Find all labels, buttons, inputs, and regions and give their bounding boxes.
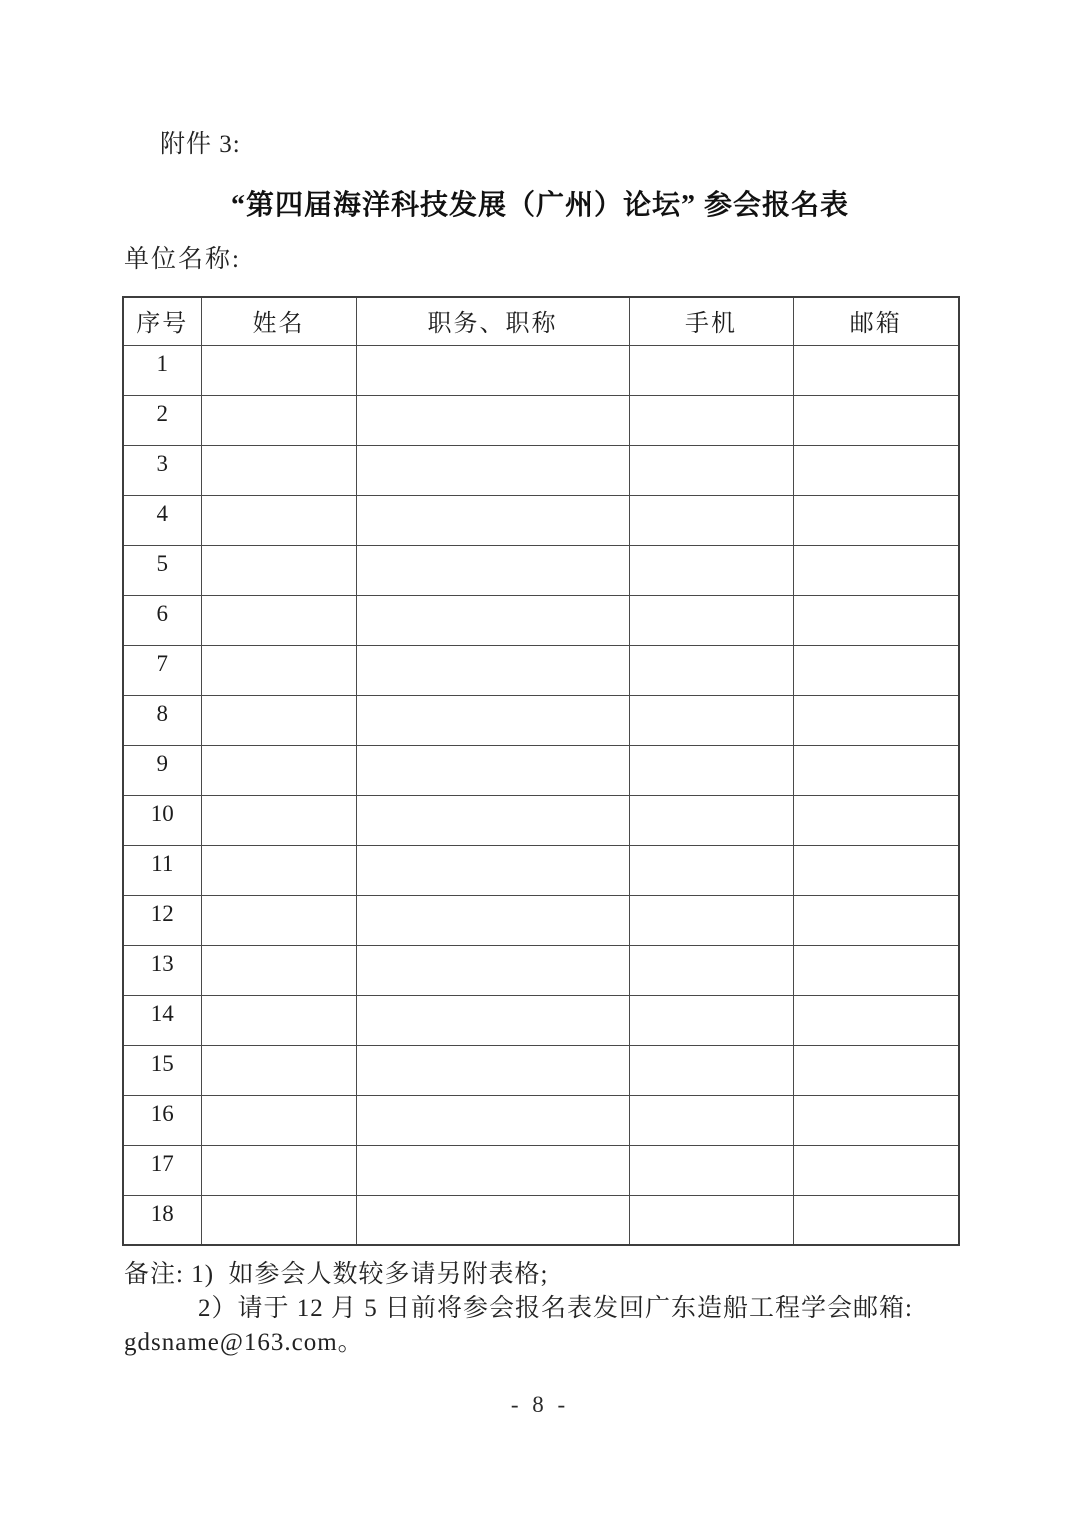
row-number: 8 bbox=[123, 695, 201, 745]
name-cell bbox=[201, 845, 356, 895]
page-title: “第四届海洋科技发展（广州）论坛” 参会报名表 bbox=[230, 190, 849, 221]
note-line-1: 备注: 1) 如参会人数较多请另附表格; bbox=[124, 1261, 549, 1288]
row-number: 12 bbox=[123, 895, 201, 945]
row-number: 14 bbox=[123, 995, 201, 1045]
mobile-cell bbox=[629, 545, 793, 595]
row-number: 7 bbox=[123, 645, 201, 695]
email-cell bbox=[793, 1195, 959, 1245]
email-cell bbox=[793, 595, 959, 645]
position-cell bbox=[356, 645, 629, 695]
header-serial-number: 序号 bbox=[123, 297, 201, 345]
row-number: 6 bbox=[123, 595, 201, 645]
table-row bbox=[123, 745, 959, 795]
table-row bbox=[123, 1045, 959, 1095]
row-number: 17 bbox=[123, 1145, 201, 1195]
mobile-cell bbox=[629, 395, 793, 445]
email-cell bbox=[793, 345, 959, 395]
email-cell bbox=[793, 895, 959, 945]
table-row bbox=[123, 445, 959, 495]
email-cell bbox=[793, 1095, 959, 1145]
email-cell bbox=[793, 1045, 959, 1095]
position-cell bbox=[356, 1095, 629, 1145]
position-cell bbox=[356, 395, 629, 445]
name-cell bbox=[201, 645, 356, 695]
email-cell bbox=[793, 745, 959, 795]
mobile-cell bbox=[629, 695, 793, 745]
row-number: 16 bbox=[123, 1095, 201, 1145]
name-cell bbox=[201, 745, 356, 795]
position-cell bbox=[356, 445, 629, 495]
table-row bbox=[123, 845, 959, 895]
name-cell bbox=[201, 595, 356, 645]
table-row bbox=[123, 545, 959, 595]
row-number: 3 bbox=[123, 445, 201, 495]
mobile-cell bbox=[629, 745, 793, 795]
table-row bbox=[123, 595, 959, 645]
email-cell bbox=[793, 995, 959, 1045]
table-row bbox=[123, 695, 959, 745]
table-row bbox=[123, 1195, 959, 1245]
row-number: 5 bbox=[123, 545, 201, 595]
table-row bbox=[123, 895, 959, 945]
position-cell bbox=[356, 1145, 629, 1195]
mobile-cell bbox=[629, 995, 793, 1045]
row-number: 9 bbox=[123, 745, 201, 795]
table-row bbox=[123, 645, 959, 695]
position-cell bbox=[356, 745, 629, 795]
notes-block bbox=[124, 1258, 964, 1360]
email-cell bbox=[793, 545, 959, 595]
mobile-cell bbox=[629, 845, 793, 895]
position-cell bbox=[356, 1195, 629, 1245]
attachment-label: 附件 3: bbox=[160, 131, 241, 158]
table-row bbox=[123, 495, 959, 545]
position-cell bbox=[356, 795, 629, 845]
row-number: 2 bbox=[123, 395, 201, 445]
table-row bbox=[123, 995, 959, 1045]
mobile-cell bbox=[629, 795, 793, 845]
name-cell bbox=[201, 1195, 356, 1245]
mobile-cell bbox=[629, 1045, 793, 1095]
mobile-cell bbox=[629, 445, 793, 495]
table-header-row bbox=[123, 297, 959, 345]
note-line-3: gdsname@163.com。 bbox=[124, 1329, 364, 1356]
table-row bbox=[123, 1095, 959, 1145]
unit-name-label: 单位名称: bbox=[124, 246, 241, 273]
position-cell bbox=[356, 895, 629, 945]
position-cell bbox=[356, 695, 629, 745]
table-row bbox=[123, 945, 959, 995]
mobile-cell bbox=[629, 495, 793, 545]
email-cell bbox=[793, 695, 959, 745]
name-cell bbox=[201, 695, 356, 745]
table-row bbox=[123, 1145, 959, 1195]
row-number: 11 bbox=[123, 845, 201, 895]
email-cell bbox=[793, 1145, 959, 1195]
email-cell bbox=[793, 645, 959, 695]
row-number: 1 bbox=[123, 345, 201, 395]
name-cell bbox=[201, 495, 356, 545]
email-cell bbox=[793, 395, 959, 445]
mobile-cell bbox=[629, 1195, 793, 1245]
mobile-cell bbox=[629, 895, 793, 945]
position-cell bbox=[356, 945, 629, 995]
mobile-cell bbox=[629, 595, 793, 645]
table-row bbox=[123, 345, 959, 395]
header-email: 邮箱 bbox=[793, 297, 959, 345]
mobile-cell bbox=[629, 1095, 793, 1145]
header-name: 姓名 bbox=[201, 297, 356, 345]
name-cell bbox=[201, 795, 356, 845]
name-cell bbox=[201, 445, 356, 495]
mobile-cell bbox=[629, 945, 793, 995]
position-cell bbox=[356, 595, 629, 645]
mobile-cell bbox=[629, 645, 793, 695]
mobile-cell bbox=[629, 1145, 793, 1195]
email-cell bbox=[793, 845, 959, 895]
row-number: 13 bbox=[123, 945, 201, 995]
position-cell bbox=[356, 495, 629, 545]
email-cell bbox=[793, 495, 959, 545]
name-cell bbox=[201, 945, 356, 995]
header-mobile: 手机 bbox=[629, 297, 793, 345]
name-cell bbox=[201, 1045, 356, 1095]
row-number: 18 bbox=[123, 1195, 201, 1245]
name-cell bbox=[201, 995, 356, 1045]
position-cell bbox=[356, 545, 629, 595]
position-cell bbox=[356, 845, 629, 895]
registration-table bbox=[122, 296, 960, 1246]
position-cell bbox=[356, 345, 629, 395]
table-row bbox=[123, 795, 959, 845]
table-row bbox=[123, 395, 959, 445]
name-cell bbox=[201, 1095, 356, 1145]
row-number: 15 bbox=[123, 1045, 201, 1095]
position-cell bbox=[356, 1045, 629, 1095]
header-position-title: 职务、职称 bbox=[356, 297, 629, 345]
row-number: 10 bbox=[123, 795, 201, 845]
name-cell bbox=[201, 895, 356, 945]
name-cell bbox=[201, 1145, 356, 1195]
name-cell bbox=[201, 395, 356, 445]
position-cell bbox=[356, 995, 629, 1045]
email-cell bbox=[793, 795, 959, 845]
name-cell bbox=[201, 545, 356, 595]
email-cell bbox=[793, 445, 959, 495]
page-number: - 8 - bbox=[510, 1392, 570, 1417]
name-cell bbox=[201, 345, 356, 395]
note-line-2: 2）请于 12 月 5 日前将参会报名表发回广东造船工程学会邮箱: bbox=[198, 1295, 913, 1322]
email-cell bbox=[793, 945, 959, 995]
row-number: 4 bbox=[123, 495, 201, 545]
mobile-cell bbox=[629, 345, 793, 395]
